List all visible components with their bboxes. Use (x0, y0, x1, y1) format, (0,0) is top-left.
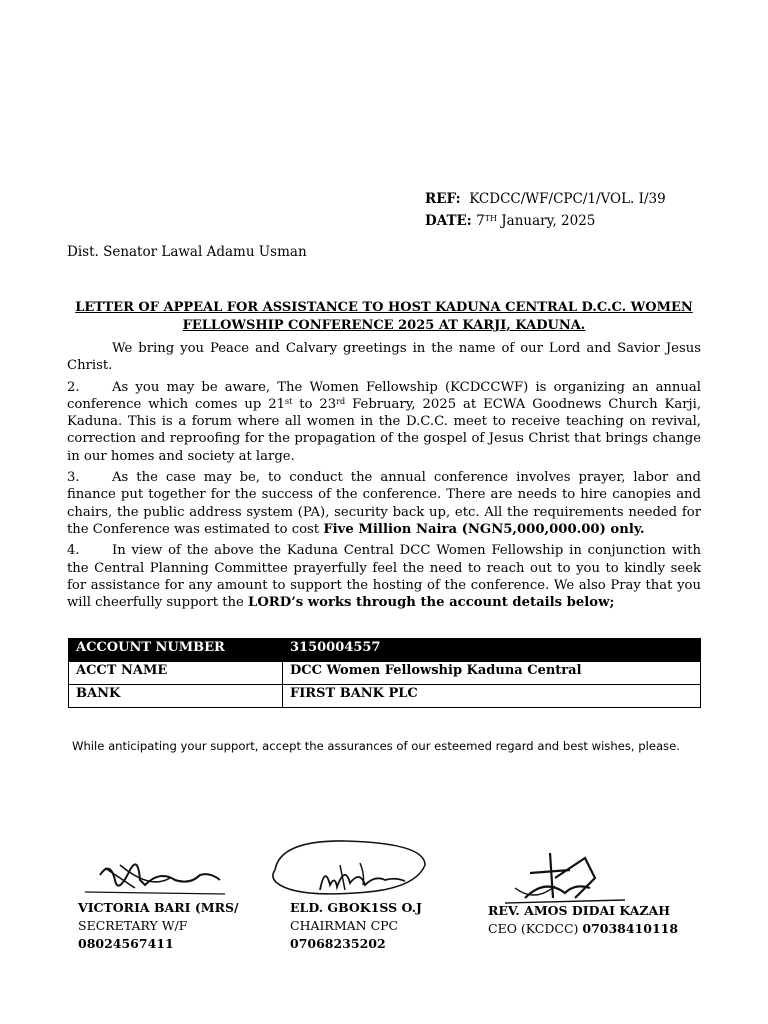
ref-value: KCDCC/WF/CPC/1/VOL. I/39 (469, 191, 666, 207)
paragraph-1-text: We bring you Peace and Calvary greetings in the name of our Lord and Savior Jesus Christ. (67, 341, 701, 374)
paragraph-2-text-a: As you may be aware, The Women Fellowship (KCDCCWF) is organizing an annual conference which comes up 21 (67, 379, 701, 412)
paragraph-4-bold: LORD’s works through the account details below; (248, 595, 615, 611)
signatory-role: SECRETARY W/F (78, 918, 188, 933)
signatory-chairman (290, 899, 422, 953)
date-rest: January, 2025 (501, 213, 596, 229)
signature-chairman (265, 835, 435, 905)
bank-label: BANK (69, 685, 283, 708)
letter-body (67, 340, 701, 611)
signature-secretary (80, 850, 230, 905)
paragraph-4-number: 4. (67, 543, 80, 559)
ref-line (425, 190, 666, 209)
date-day: 7 (476, 213, 485, 229)
date-sup: TH (484, 214, 497, 223)
account-name-label: ACCT NAME (69, 662, 283, 685)
paragraph-3-text: As the case may be, to conduct the annual conference involves prayer, labor and finance put together for the success of the conference. There are needs to hire canopies and chairs, the public address system (PA), security back up, etc. All the requirements needed for the Conference was estimated to cost (67, 470, 701, 537)
date-line (425, 209, 666, 231)
paragraph-2-sup-1: st (285, 396, 293, 406)
signature-ceo (495, 848, 635, 908)
date-label: DATE: (425, 213, 472, 229)
signatory-role: CHAIRMAN CPC (290, 918, 399, 933)
account-details-table (68, 638, 701, 708)
signatory-phone: 08024567411 (78, 936, 174, 951)
letter-title: LETTER OF APPEAL FOR ASSISTANCE TO HOST KADUNA CENTRAL D.C.C. WOMEN FELLOWSHIP CONFERENCE 2025 AT KARJI, KADUNA. (75, 300, 693, 333)
paragraph-3 (67, 469, 701, 538)
paragraph-3-amount: Five Million Naira (NGN5,000,000.00) only. (323, 521, 645, 537)
closing-remark: While anticipating your support, accept the assurances of our esteemed regard and best wishes, please. (72, 739, 680, 753)
signatory-ceo (488, 902, 678, 938)
reference-block (425, 190, 666, 231)
signatory-phone: 07038410118 (582, 921, 679, 936)
paragraph-2-number: 2. (67, 379, 80, 395)
signatory-role-line (488, 920, 678, 938)
table-row (69, 685, 701, 708)
signatory-role: CEO (KCDCC) (488, 921, 579, 936)
paragraph-4 (67, 542, 701, 611)
signatory-phone: 07068235202 (290, 936, 386, 951)
paragraph-2-text-c: February, 2025 at ECWA Goodnews Church Karji, Kaduna. This is a forum where all women in the D.C.C. meet to receive teaching on revival, correction and reproofing for the propagation of the gospel of Jesus Christ that brings change in our homes and society at large. (67, 396, 702, 464)
paragraph-2-text-b: to 23 (292, 396, 337, 412)
paragraph-3-number: 3. (67, 470, 80, 486)
ref-label: REF: (425, 191, 461, 207)
signatory-name: REV. AMOS DIDAI KAZAH (488, 903, 671, 918)
table-row (69, 639, 701, 662)
paragraph-2-sup-2: rd (336, 396, 346, 406)
account-name-value: DCC Women Fellowship Kaduna Central (283, 662, 701, 685)
signatory-secretary (78, 899, 239, 953)
signatory-name: ELD. GBOK1SS O.J (290, 900, 422, 915)
paragraph-4-text: In view of the above the Kaduna Central DCC Women Fellowship in conjunction with the Central Planning Committee prayerfully feel the need to reach out to you to kindly seek for assistance for any amount to support the hosting of the conference. We also Pray that you will cheerfully support the (67, 543, 701, 611)
paragraph-2 (67, 379, 701, 465)
account-number-label: ACCOUNT NUMBER (69, 639, 283, 662)
paragraph-1 (67, 340, 701, 375)
bank-value: FIRST BANK PLC (283, 685, 701, 708)
account-number-value: 3150004557 (283, 639, 701, 662)
addressee: Dist. Senator Lawal Adamu Usman (67, 244, 307, 260)
signatory-name: VICTORIA BARI (MRS/ (78, 900, 239, 915)
table-row (69, 662, 701, 685)
